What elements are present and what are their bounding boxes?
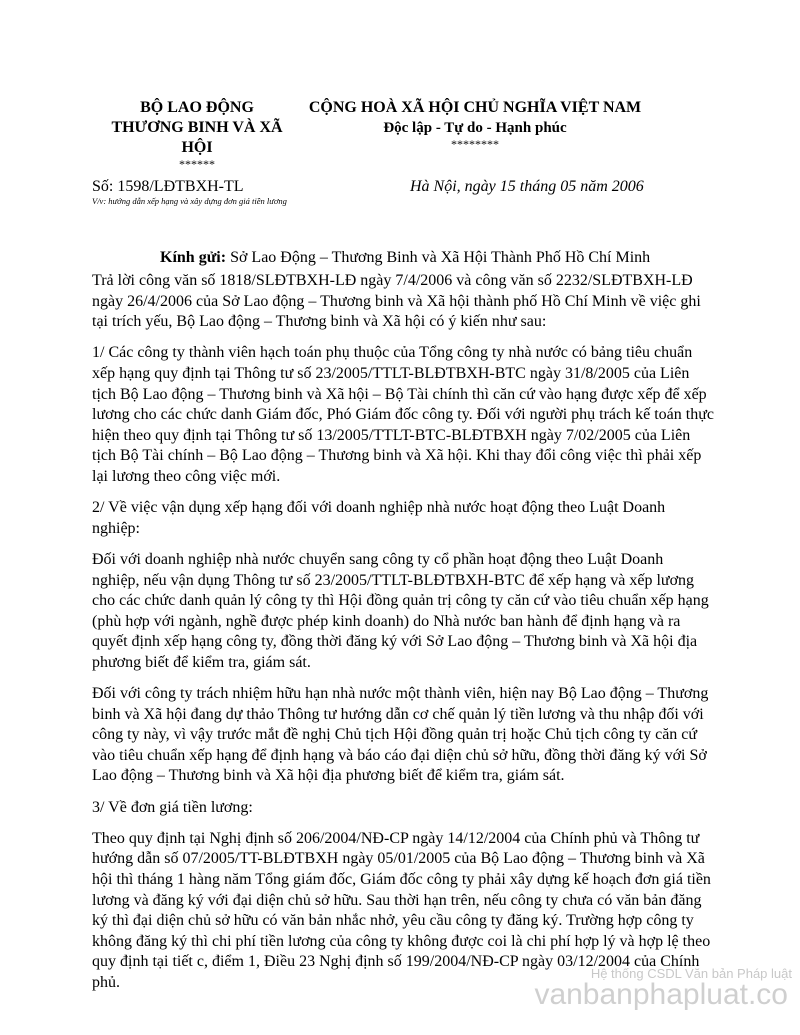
paragraph-section-3: Theo quy định tại Nghị định số 206/2004/NĐ-CP ngày 14/12/2004 của Chính phủ và Thông tư hướng dẫn số 07/2005/TT-BLĐTBXH ngày 05/01/2005 của Bộ Lao động – Thương binh và Xã hội thì tháng 1 hàng năm Tổng giám đốc, Giám đốc công ty phải xây dựng kế hoạch đơn giá tiền lương và đăng ký với đại diện chủ sở hữu. Sau thời hạn trên, nếu công ty chưa có văn bản đăng ký thì đại diện chủ sở hữu có văn bản nhắc nhở, yêu cầu công ty đăng ký. Trường hợp công ty không đăng ký thì chi phí tiền lương của công ty không được coi là chi phí hợp lý và hợp lệ theo quy định tại tiết c, điểm 1, Điều 23 Nghị định số 199/2004/NĐ-CP ngày 03/12/2004 của Chính phủ.: [92, 829, 711, 991]
watermark-site: vanbanphapluat.co: [534, 978, 788, 1011]
recipient-label: Kính gửi:: [160, 249, 227, 266]
recipient-name: Sở Lao Động – Thương Binh và Xã Hội Thành Phố Hồ Chí Minh: [230, 249, 651, 266]
document-subject: V/v: hướng dẫn xếp hạng và xây dựng đơn giá tiền lương: [92, 196, 287, 206]
paragraph-intro: Trả lời công văn số 1818/SLĐTBXH-LĐ ngày 7/4/2006 và công văn số 2232/SLĐTBXH-LĐ ngày 26/4/2006 của Sở Lao động – Thương binh và Xã hội thành phố Hồ Chí Minh về việc ghi tại trích yếu, Bộ Lao động – Thương binh và Xã hội có ý kiến như sau:: [92, 272, 701, 331]
paragraph-section-2-heading: 2/ Về việc vận dụng xếp hạng đối với doanh nghiệp nhà nước hoạt động theo Luật Doanh nghiệp:: [92, 499, 666, 537]
paragraph-section-2-a: Đối với doanh nghiệp nhà nước chuyển sang công ty cổ phần hoạt động theo Luật Doanh nghiệp, nếu vận dụng Thông tư số 23/2005/TTLT-BLĐTBXH-BTC để xếp hạng và xếp lương cho các chức danh quản lý công ty thì Hội đồng quản trị công ty căn cứ vào tiêu chuẩn xếp hạng (phù hợp với ngành, nghề được phép kinh doanh) do Nhà nước ban hành để định hạng và ra quyết định xếp hạng công ty, đồng thời đăng ký với Sở Lao động – Thương binh và Xã hội địa phương biết để kiểm tra, giám sát.: [92, 550, 709, 671]
paragraph-section-2-b: Đối với công ty trách nhiệm hữu hạn nhà nước một thành viên, hiện nay Bộ Lao động – Thương binh và Xã hội đang dự thảo Thông tư hướng dẫn cơ chế quản lý tiền lương và thu nhập đối với công ty này, vì vậy trước mắt đề nghị Chủ tịch Hội đồng quản trị hoặc Chủ tịch công ty căn cứ vào tiêu chuẩn xếp hạng để định hạng và báo cáo đại diện chủ sở hữu, đồng thời đăng ký với Sở Lao động – Thương binh và Xã hội địa phương biết để kiểm tra, giám sát.: [92, 685, 709, 785]
paragraph-section-1: 1/ Các công ty thành viên hạch toán phụ thuộc của Tổng công ty nhà nước có bảng tiêu chuẩn xếp hạng quy định tại Thông tư số 23/2005/TTLT-BLĐTBXH-BTC ngày 31/8/2005 của Liên tịch Bộ Lao động – Thương binh và Xã hội – Bộ Tài chính thì căn cứ vào hạng được xếp để xếp lương cho các chức danh Giám đốc, Phó Giám đốc công ty. Đối với người phụ trách kế toán thực hiện theo quy định tại Thông tư số 13/2005/TTLT-BTC-BLĐTBXH ngày 7/02/2005 của Liên tịch Bộ Tài chính – Bộ Lao động – Thương binh và Xã hội. Khi thay đổi công việc thì phải xếp lại lương theo công việc mới.: [92, 344, 714, 485]
watermark-caption: Hệ thống CSDL Văn bản Pháp luật: [590, 966, 792, 981]
document-number: Số: 1598/LĐTBXH-TL: [92, 178, 244, 195]
ministry-name-line2: THƯƠNG BINH VÀ XÃ: [111, 119, 283, 136]
ministry-name-line3: HỘI: [181, 139, 213, 156]
place-date: Hà Nội, ngày 15 tháng 05 năm 2006: [410, 178, 644, 195]
national-stars: ********: [451, 137, 499, 151]
national-motto: Độc lập - Tự do - Hạnh phúc: [383, 120, 567, 136]
national-title: CỘNG HOÀ XÃ HỘI CHỦ NGHĨA VIỆT NAM: [308, 99, 642, 116]
document-body: [92, 271, 714, 1004]
recipient-line: [160, 249, 650, 267]
ministry-header: [92, 98, 302, 170]
paragraph-section-3-heading: 3/ Về đơn giá tiền lương:: [92, 798, 253, 816]
national-header: [290, 98, 660, 150]
ministry-stars: ******: [179, 157, 215, 171]
ministry-name-line1: BỘ LAO ĐỘNG: [140, 99, 254, 116]
